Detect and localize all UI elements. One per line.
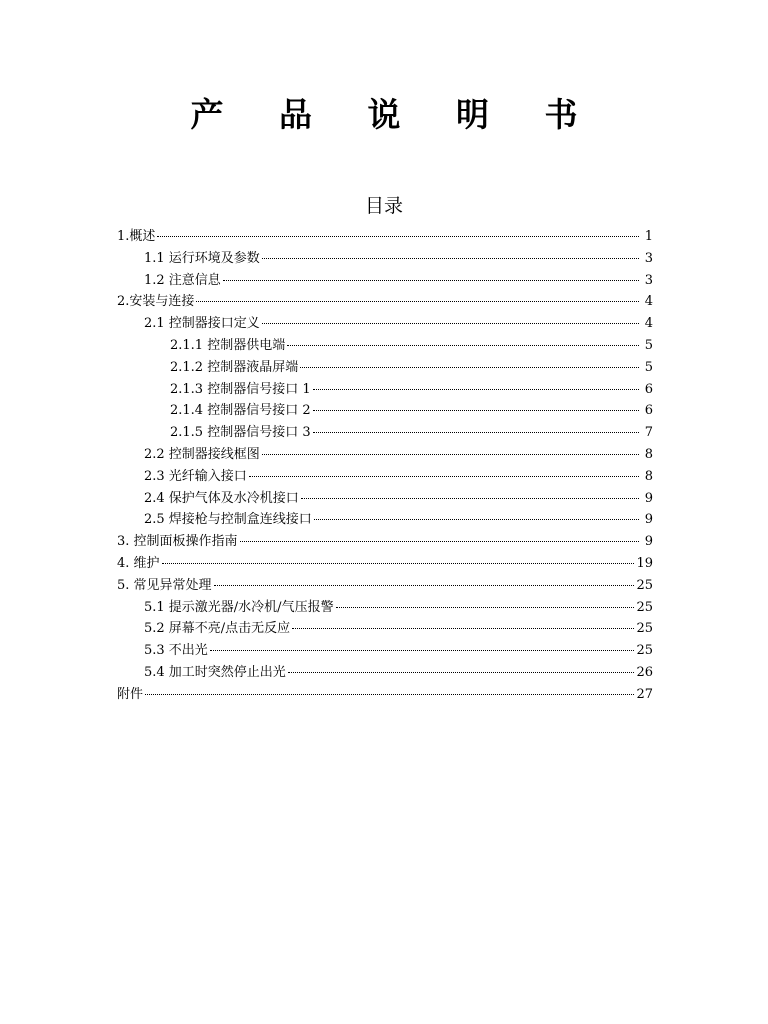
- toc-entry[interactable]: [117, 662, 653, 684]
- toc-entry-page: 5: [644, 337, 653, 353]
- toc-entry-label: 2.安装与连接: [117, 294, 195, 310]
- toc-entry-label: 4. 维护: [117, 555, 160, 571]
- toc-leader-dots: [262, 323, 639, 324]
- toc-entry-page: 4: [644, 294, 653, 310]
- toc-entry[interactable]: [117, 531, 653, 553]
- toc-entry[interactable]: [117, 313, 653, 335]
- toc-entry[interactable]: [117, 226, 653, 248]
- toc-entry-label: 3. 控制面板操作指南: [117, 534, 238, 550]
- toc-entry-label: 2.3 光纤输入接口: [144, 468, 247, 484]
- toc-entry[interactable]: [117, 335, 653, 357]
- toc-leader-dots: [249, 476, 639, 477]
- toc-entry[interactable]: [117, 509, 653, 531]
- table-of-contents: [117, 226, 653, 706]
- toc-entry-label: 5.3 不出光: [144, 643, 208, 659]
- toc-entry-page: 3: [644, 272, 653, 288]
- toc-entry-page: 6: [644, 403, 653, 419]
- toc-entry-page: 4: [644, 316, 653, 332]
- toc-entry-label: 2.1.5 控制器信号接口 3: [170, 425, 311, 441]
- toc-leader-dots: [223, 280, 639, 281]
- toc-entry-label: 2.5 焊接枪与控制盒连线接口: [144, 512, 312, 528]
- toc-leader-dots: [336, 607, 635, 608]
- toc-leader-dots: [145, 694, 634, 695]
- toc-entry[interactable]: [117, 575, 653, 597]
- toc-leader-dots: [292, 628, 634, 629]
- toc-entry-label: 2.1 控制器接口定义: [144, 316, 260, 332]
- toc-entry-page: 8: [644, 446, 653, 462]
- toc-entry-label: 5. 常见异常处理: [117, 577, 212, 593]
- toc-entry[interactable]: [117, 400, 653, 422]
- toc-entry-label: 5.2 屏幕不亮/点击无反应: [144, 621, 291, 637]
- toc-entry-label: 1.2 注意信息: [144, 272, 221, 288]
- toc-leader-dots: [288, 672, 635, 673]
- toc-leader-dots: [313, 410, 639, 411]
- toc-entry-page: 6: [644, 381, 653, 397]
- toc-leader-dots: [313, 432, 639, 433]
- toc-entry-page: 5: [644, 359, 653, 375]
- toc-leader-dots: [300, 367, 639, 368]
- toc-entry-label: 2.1.4 控制器信号接口 2: [170, 403, 311, 419]
- toc-entry-label: 5.1 提示激光器/水冷机/气压报警: [144, 599, 334, 615]
- toc-entry[interactable]: [117, 553, 653, 575]
- toc-leader-dots: [157, 236, 639, 237]
- toc-entry-label: 2.1.2 控制器液晶屏端: [170, 359, 299, 375]
- toc-leader-dots: [262, 258, 639, 259]
- toc-leader-dots: [313, 389, 639, 390]
- toc-entry[interactable]: [117, 466, 653, 488]
- toc-entry[interactable]: [117, 291, 653, 313]
- toc-entry-page: 9: [644, 534, 653, 550]
- toc-leader-dots: [262, 454, 639, 455]
- toc-entry-page: 8: [644, 468, 653, 484]
- toc-leader-dots: [301, 498, 639, 499]
- toc-entry-label: 2.2 控制器接线框图: [144, 446, 260, 462]
- toc-entry-page: 9: [644, 490, 653, 506]
- toc-leader-dots: [214, 585, 635, 586]
- toc-entry[interactable]: [117, 270, 653, 292]
- toc-entry[interactable]: [117, 488, 653, 510]
- toc-entry-label: 2.1.3 控制器信号接口 1: [170, 381, 311, 397]
- toc-leader-dots: [162, 563, 635, 564]
- toc-entry-page: 19: [636, 555, 653, 571]
- toc-entry-page: 26: [636, 664, 653, 680]
- toc-entry-page: 25: [636, 599, 653, 615]
- toc-entry-label: 1.概述: [117, 229, 156, 244]
- toc-entry-label: 1.1 运行环境及参数: [144, 250, 260, 266]
- toc-entry[interactable]: [117, 357, 653, 379]
- toc-entry-page: 7: [644, 425, 653, 441]
- toc-entry-page: 9: [644, 512, 653, 528]
- toc-entry[interactable]: [117, 618, 653, 640]
- toc-entry-label: 5.4 加工时突然停止出光: [144, 664, 286, 680]
- toc-entry[interactable]: [117, 597, 653, 619]
- toc-leader-dots: [287, 345, 639, 346]
- toc-entry[interactable]: [117, 444, 653, 466]
- toc-leader-dots: [210, 650, 635, 651]
- toc-leader-dots: [314, 519, 639, 520]
- toc-entry[interactable]: [117, 248, 653, 270]
- toc-entry[interactable]: [117, 422, 653, 444]
- toc-leader-dots: [196, 301, 639, 302]
- toc-entry[interactable]: [117, 684, 653, 706]
- document-title: 产 品 说 明 书: [190, 95, 600, 134]
- toc-entry[interactable]: [117, 640, 653, 662]
- toc-entry-page: 27: [636, 686, 653, 702]
- toc-entry-page: 25: [636, 621, 653, 637]
- toc-entry-label: 2.1.1 控制器供电端: [170, 337, 286, 353]
- toc-entry-page: 1: [644, 229, 653, 244]
- toc-heading: 目录: [364, 195, 403, 217]
- toc-entry-label: 附件: [117, 686, 144, 702]
- toc-entry[interactable]: [117, 379, 653, 401]
- toc-entry-label: 2.4 保护气体及水冷机接口: [144, 490, 299, 506]
- toc-entry-page: 25: [636, 643, 653, 659]
- toc-leader-dots: [240, 541, 639, 542]
- toc-entry-page: 3: [644, 250, 653, 266]
- toc-entry-page: 25: [636, 577, 653, 593]
